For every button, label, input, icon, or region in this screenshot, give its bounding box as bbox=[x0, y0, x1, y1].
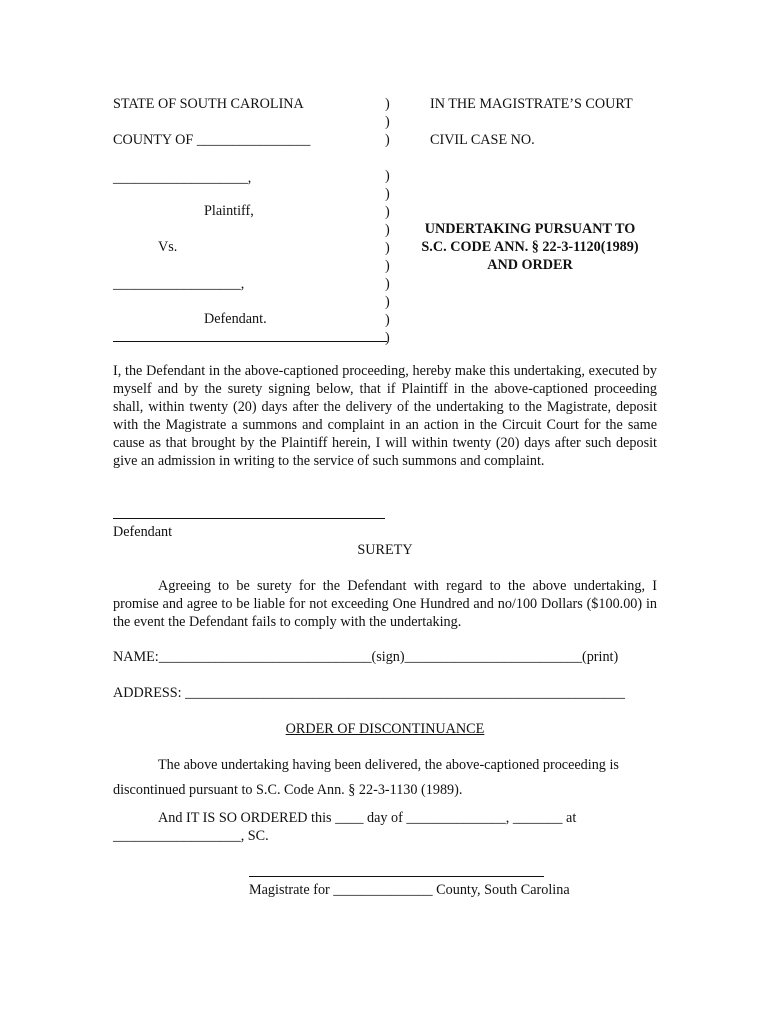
county-field[interactable]: COUNTY OF ________________ bbox=[113, 132, 311, 148]
magistrate-label: Magistrate for ______________ County, South Carolina bbox=[249, 882, 570, 898]
order-date-field[interactable]: And IT IS SO ORDERED this ____ day of ______________, _______ at bbox=[158, 810, 577, 826]
state-label: STATE OF SOUTH CAROLINA bbox=[113, 96, 304, 112]
court-label: IN THE MAGISTRATE’S COURT bbox=[430, 96, 633, 112]
defendant-label: Defendant. bbox=[204, 311, 267, 327]
surety-heading: SURETY bbox=[357, 542, 413, 558]
defendant-signature-line[interactable] bbox=[113, 518, 385, 519]
civil-case-no-field[interactable]: CIVIL CASE NO. bbox=[430, 132, 535, 148]
caption-parens-top: ) ) ) bbox=[385, 96, 390, 148]
defendant-name-field[interactable]: __________________, bbox=[113, 276, 245, 292]
vs-label: Vs. bbox=[158, 239, 178, 255]
caption-bottom-rule bbox=[113, 341, 387, 342]
order-heading: ORDER OF DISCONTINUANCE bbox=[285, 721, 485, 737]
undertaking-paragraph: I, the Defendant in the above-captioned proceeding, hereby make this undertaking, executed by myself and by the surety signing below, that if Plaintiff in the above-captioned proceeding shall, within twenty (20) days after the delivery of the undertaking to the Magistrate, deposit with the Magistrate a summons and complaint in an action in the Circuit Court for the same cause as that brought by the Plaintiff herein, I will within twenty (20) days after such deposit give an admission in writing to the service of such summons and complaint. bbox=[113, 363, 657, 469]
magistrate-signature-line[interactable] bbox=[249, 876, 544, 877]
defendant-signature-label: Defendant bbox=[113, 524, 173, 540]
document-title-line-1: UNDERTAKING PURSUANT TO bbox=[424, 221, 636, 237]
document-title-line-3: AND ORDER bbox=[487, 257, 573, 273]
plaintiff-label: Plaintiff, bbox=[204, 203, 254, 219]
surety-paragraph: Agreeing to be surety for the Defendant with regard to the above undertaking, I promise and agree to be liable for not exceeding One Hundred and no/100 Dollars ($100.00) in the event the Defendant fails to comply with the undertaking. bbox=[113, 578, 657, 630]
document-title-line-2: S.C. CODE ANN. § 22-3-1120(1989) bbox=[421, 239, 639, 255]
plaintiff-name-field[interactable]: ___________________, bbox=[113, 170, 252, 186]
caption-parens-main: ) ) ) ) ) ) ) ) ) ) bbox=[385, 168, 390, 346]
surety-name-field[interactable]: NAME:______________________________(sign)_________________________(print) bbox=[113, 649, 619, 665]
order-line-1: The above undertaking having been delivered, the above-captioned proceeding is bbox=[158, 757, 619, 773]
order-location-field[interactable]: __________________, SC. bbox=[113, 828, 269, 844]
surety-address-field[interactable]: ADDRESS: ______________________________________________________________ bbox=[113, 685, 625, 701]
order-line-2: discontinued pursuant to S.C. Code Ann. § 22-3-1130 (1989). bbox=[113, 782, 463, 798]
